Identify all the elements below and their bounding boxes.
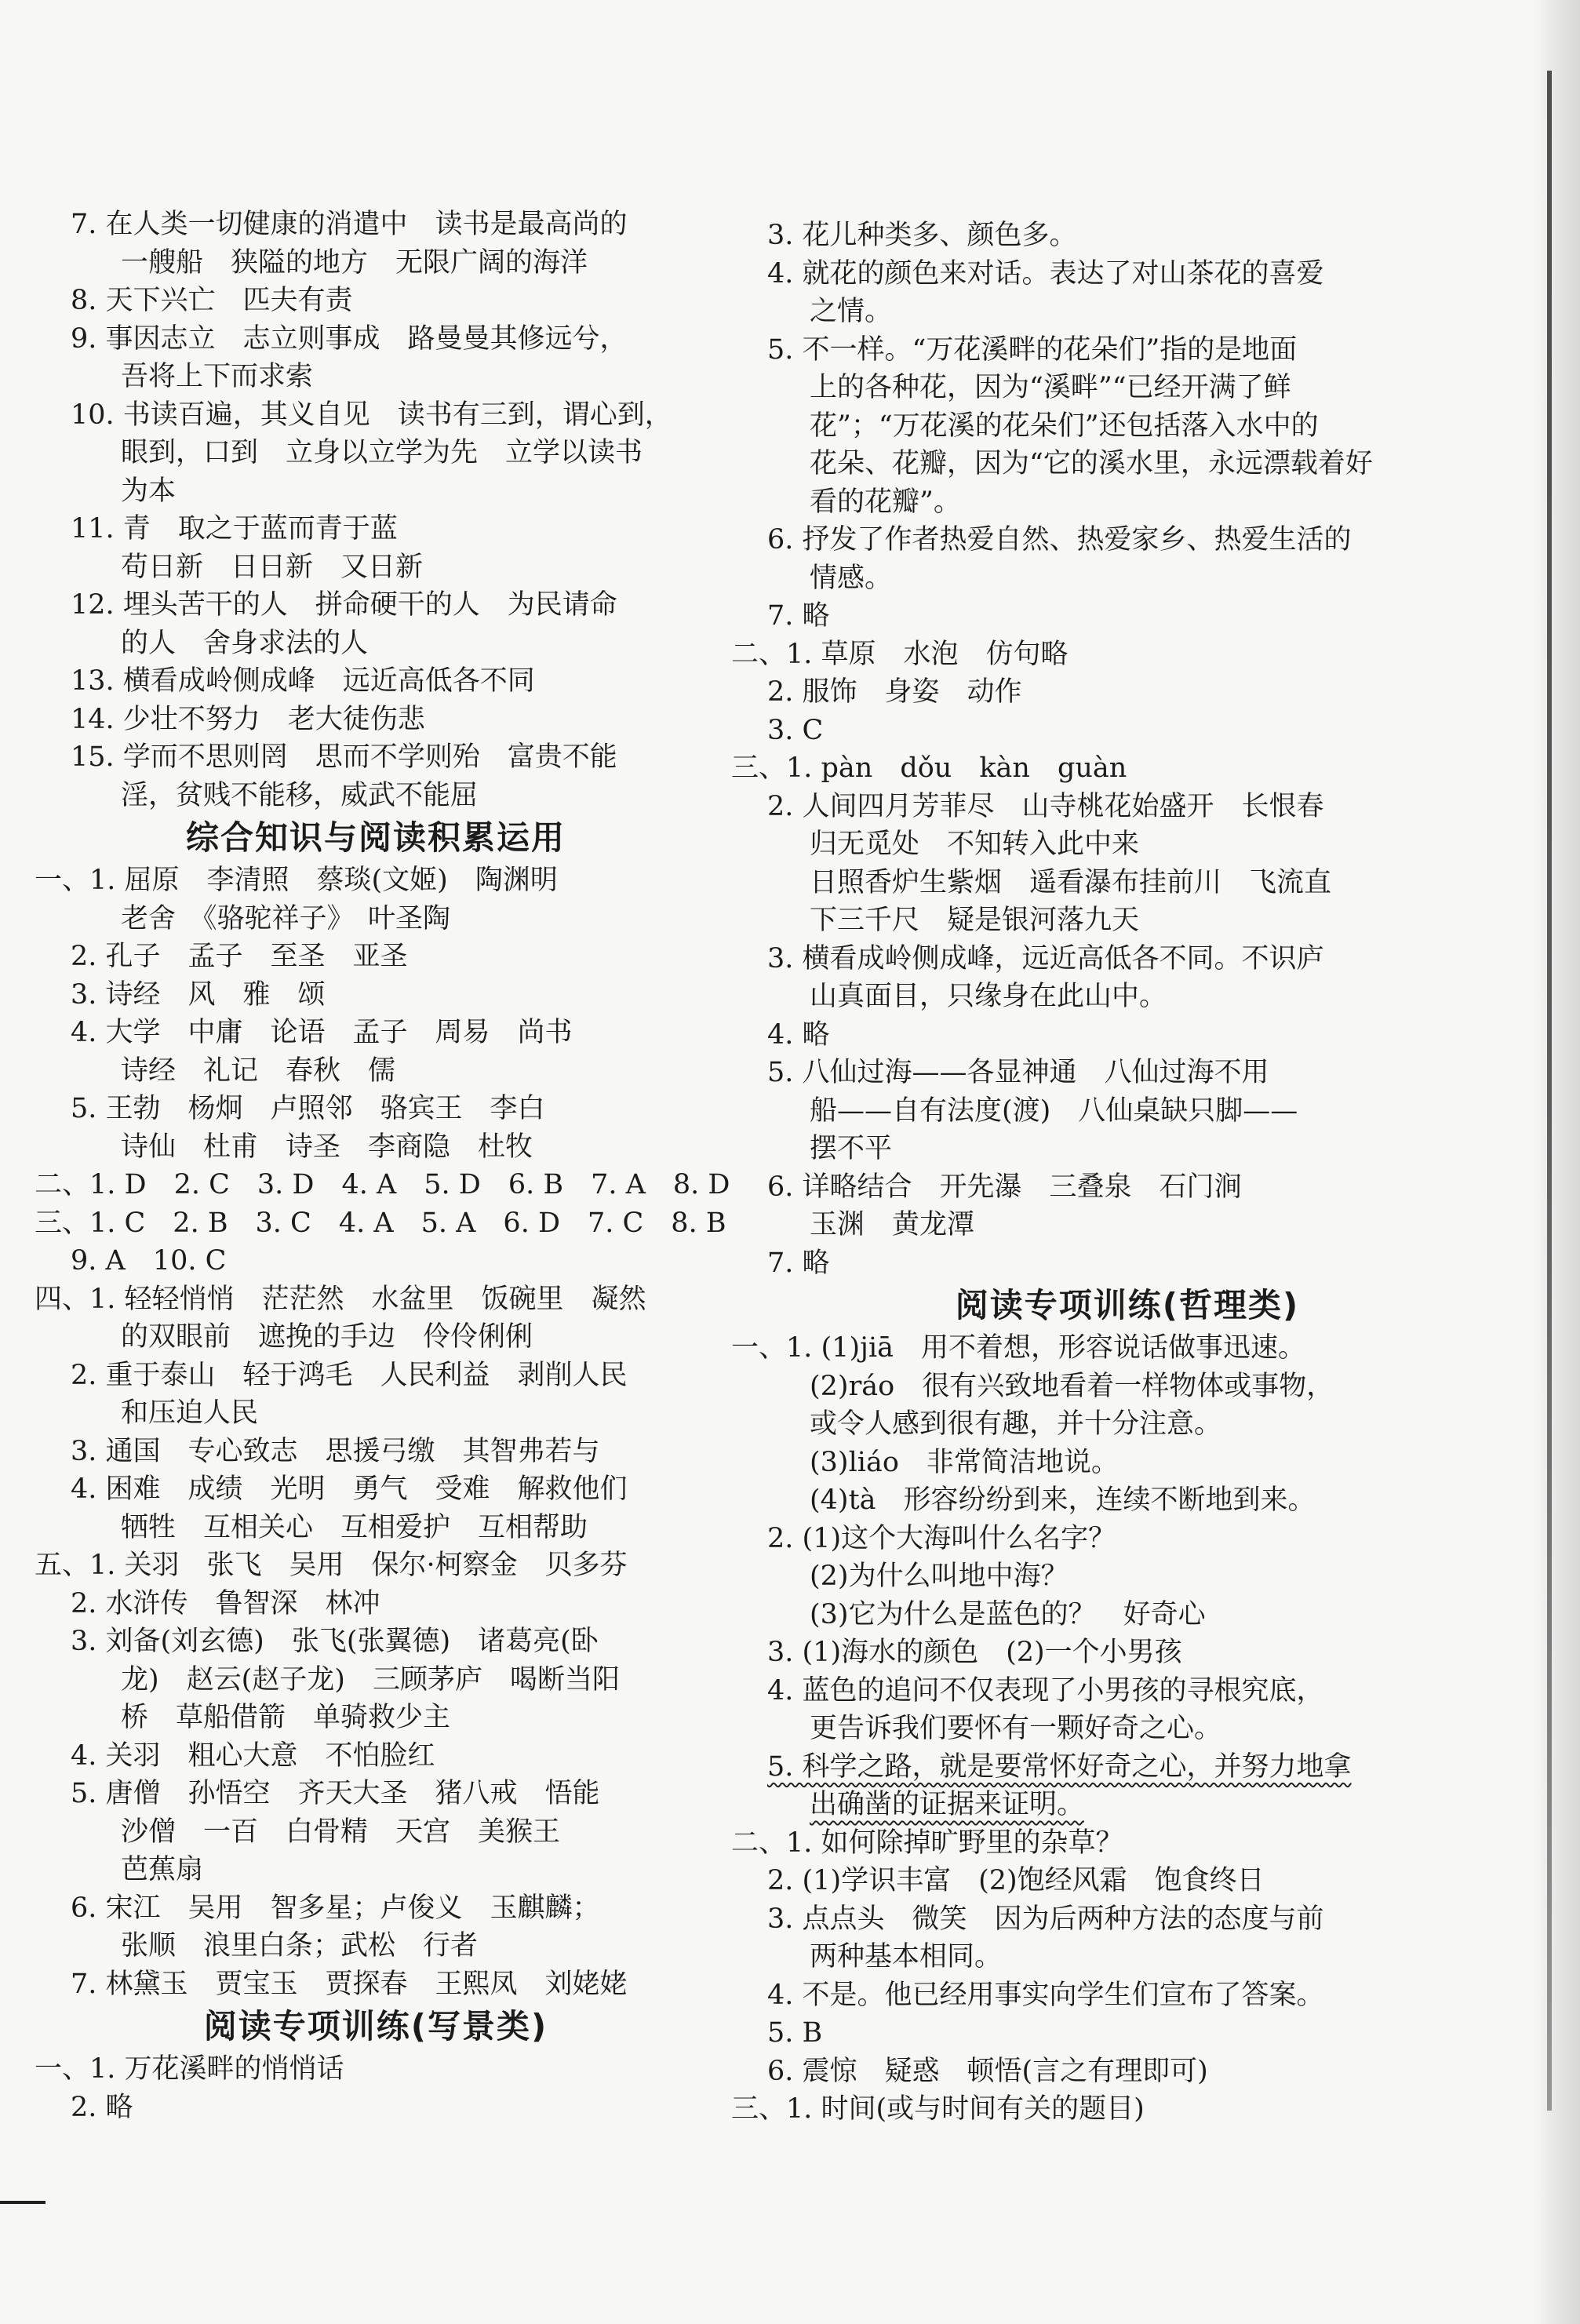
answer-line: (3)liáo 非常简洁地说。 [810,1446,1119,1478]
answer-line [731,1748,1524,1787]
answer-line: 7. 林黛玉 贾宝玉 贾探春 王熙凤 刘姥姥 [71,1968,628,2000]
answer-line: 3. 刘备(刘玄德) 张飞(张翼德) 诸葛亮(卧 [71,1626,599,1657]
answer-line: 2. 略 [71,2091,133,2123]
answer-line: 上的各种花，因为“溪畔”“已经开满了鲜 [810,372,1291,403]
answer-line: 四、1. 轻轻悄悄 茫茫然 水盆里 饭碗里 凝然 [35,1283,646,1315]
answer-line: 5. B [767,2017,823,2049]
underlined-answer: 出确凿的证据来证明。 [810,1789,1085,1820]
answer-line: 9. 事因志立 志立则事成 路曼曼其修远兮， [71,322,628,355]
answer-line: 2. 人间四月芳菲尽 山寺桃花始盛开 长恨春 [767,790,1324,822]
binding-edge-line [1547,71,1552,2111]
answer-line: 4. 就花的颜色来对话。表达了对山茶花的喜爱 [767,257,1324,290]
answer-line: (3)它为什么是蓝色的？ 好奇心 [810,1598,1206,1630]
answer-line: 一、1. 屈原 李清照 蔡琰(文姬) 陶渊明 [35,865,558,896]
answer-line: 3. (1)海水的颜色 (2)一个小男孩 [767,1637,1182,1668]
answer-line: 老舍 《骆驼祥子》 叶圣陶 [121,902,451,934]
answer-line: 桥 草船借箭 单骑救少主 [121,1702,451,1733]
answer-line: 芭蕉扇 [121,1854,204,1885]
answer-line: 花”；“万花溪的花朵们”还包括落入水中的 [810,410,1319,442]
answer-line: 一、1. 万花溪畔的悄悄话 [35,2053,344,2085]
answer-line: 7. 略 [767,1247,830,1279]
answer-line: 二、1. 草原 水泡 仿句略 [731,638,1069,670]
answer-line: 牺牲 互相关心 互相爱护 互相帮助 [121,1511,588,1543]
answer-line: 6. 抒发了作者热爱自然、热爱家乡、热爱生活的 [767,524,1352,556]
answer-line: 二、1. D 2. C 3. D 4. A 5. D 6. B 7. A 8. D [35,1169,730,1200]
answer-line: 3. 点点头 微笑 因为后两种方法的态度与前 [767,1903,1324,1935]
answer-line: 为本 [121,475,177,507]
answer-line: 眼到，口到 立身以立学为先 立学以读书 [121,437,643,468]
answer-line: 诗仙 杜甫 诗圣 李商隐 杜牧 [121,1131,533,1163]
section-heading: 阅读专项训练(写景类) [203,2007,548,2045]
answer-line: 山真面目，只缘身在此山中。 [810,981,1167,1012]
answer-line: 2. 孔子 孟子 至圣 亚圣 [71,941,408,972]
answer-line: 4. 困难 成绩 光明 勇气 受难 解救他们 [71,1473,628,1505]
answer-line [731,1786,1524,1824]
left-column [35,206,730,2126]
answer-line: 淫，贫贱不能移，威武不能屈 [121,779,479,811]
answer-line: 3. C [767,714,824,746]
answer-line: 4. 关羽 粗心大意 不怕脸红 [71,1739,435,1772]
answer-line: 9. A 10. C [71,1245,227,1277]
answer-line: 三、1. C 2. B 3. C 4. A 5. A 6. D 7. C 8. B [35,1207,726,1239]
answer-line: 3. 横看成岭侧成峰，远近高低各不同。不识庐 [767,942,1324,974]
answer-line: 6. 详略结合 开先瀑 三叠泉 石门涧 [767,1171,1242,1203]
answer-line: 花朵、花瓣，因为“它的溪水里，永远漂载着好 [810,448,1373,479]
answer-line: 苟日新 日日新 又日新 [121,551,424,583]
answer-line: 13. 横看成岭侧成峰 远近高低各不同 [71,665,535,697]
answer-line: 二、1. 如何除掉旷野里的杂草？ [731,1827,1123,1859]
answer-line: 龙) 赵云(赵子龙) 三顾茅庐 喝断当阳 [121,1663,620,1696]
answer-line: 5. 不一样。“万花溪畔的花朵们”指的是地面 [767,333,1298,366]
answer-line: 2. (1)学识丰富 (2)饱经风霜 饱食终日 [767,1865,1265,1896]
answer-line: 3. 通国 专心致志 思援弓缴 其智弗若与 [71,1435,600,1467]
answer-line: 14. 少壮不努力 老大徒伤悲 [71,703,425,735]
answer-line: 5. 八仙过海——各显神通 八仙过海不用 [767,1057,1269,1088]
answer-line: 7. 在人类一切健康的消遣中 读书是最高尚的 [71,209,628,240]
page-edge-shadow [1533,0,1580,2324]
answer-line: 11. 青 取之于蓝而青于蓝 [71,513,398,545]
answer-line: 更告诉我们要怀有一颗好奇之心。 [810,1713,1222,1744]
right-column [731,217,1524,2129]
answer-line: 归无觅处 不知转入此中来 [810,829,1140,860]
answer-line: 三、1. 时间(或与时间有关的题目) [731,2093,1145,2125]
answer-line: 一、1. (1)jiā 用不着想，形容说话做事迅速。 [731,1332,1306,1364]
answer-line: 三、1. pàn dǒu kàn guàn [731,752,1127,784]
answer-line: 船——自有法度(渡) 八仙桌缺只脚—— [810,1095,1298,1127]
answer-line: 4. 不是。他已经用事实向学生们宣布了答案。 [767,1979,1324,2011]
answer-line: 2. 服饰 身姿 动作 [767,676,1022,708]
answer-line: 两种基本相同。 [810,1941,1003,1972]
answer-line: (2)为什么叫地中海？ [810,1561,1069,1592]
answer-line: 2. (1)这个大海叫什么名字？ [767,1522,1116,1554]
answer-line: 8. 天下兴亡 匹夫有责 [71,285,353,316]
answer-line: 6. 宋江 吴用 智多星；卢俊义 玉麒麟； [71,1892,600,1924]
answer-line: 的双眼前 遮挽的手边 伶伶俐俐 [121,1321,533,1353]
answer-line: 4. 略 [767,1018,830,1051]
answer-line: 的人 舍身求法的人 [121,627,369,659]
answer-line: 诗经 礼记 春秋 儒 [121,1055,396,1087]
answer-line: 张顺 浪里白条；武松 行者 [121,1930,479,1962]
underlined-answer: 5. 科学之路，就是要常怀好奇之心，并努力地拿 [767,1750,1352,1783]
answer-line: 15. 学而不思则罔 思而不学则殆 富贵不能 [71,741,617,773]
answer-line: 3. 诗经 风 雅 颂 [71,978,326,1011]
answer-line: 和压迫人民 [121,1397,259,1429]
answer-line: 之情。 [810,296,893,327]
answer-line: 3. 花儿种类多、颜色多。 [767,220,1077,251]
answer-line: 5. 王勃 杨炯 卢照邻 骆宾王 李白 [71,1093,545,1124]
answer-line: 10. 书读百遍，其义自见 读书有三到，谓心到， [71,399,672,431]
answer-line: 一艘船 狭隘的地方 无限广阔的海洋 [121,246,588,279]
answer-line: 2. 水浒传 鲁智深 林冲 [71,1587,380,1619]
answer-line: 4. 大学 中庸 论语 孟子 周易 尚书 [71,1017,573,1048]
answer-line: 五、1. 关羽 张飞 吴用 保尔·柯察金 贝多芬 [35,1550,628,1581]
answer-line: 沙僧 一百 白骨精 天宫 美猴王 [121,1816,561,1848]
answer-line: 玉渊 黄龙潭 [810,1209,975,1240]
answer-line: 7. 略 [767,600,830,632]
answer-line: 或令人感到很有趣，并十分注意。 [810,1408,1222,1440]
answer-line: 日照香炉生紫烟 遥看瀑布挂前川 飞流直 [810,866,1332,898]
answer-line: 2. 重于泰山 轻于鸿毛 人民利益 剥削人民 [71,1359,628,1391]
answer-line: 5. 唐僧 孙悟空 齐天大圣 猪八戒 悟能 [71,1778,600,1809]
section-heading: 综合知识与阅读积累运用 [185,818,566,857]
answer-line: 看的花瓣”。 [810,486,961,518]
answer-line: 吾将上下而求索 [121,361,314,392]
answer-line: 6. 震惊 疑惑 顿悟(言之有理即可) [767,2055,1208,2087]
answer-line: (4)tà 形容纷纷到来，连续不断地到来。 [810,1484,1316,1516]
answer-line: 摆不平 [810,1133,893,1164]
answer-line: 下三千尺 疑是银河落九天 [810,905,1140,936]
footer-rule [0,2201,46,2204]
answer-line: 12. 埋头苦干的人 拼命硬干的人 为民请命 [71,589,617,621]
answer-line: (2)ráo 很有兴致地看着一样物体或事物， [810,1370,1334,1402]
answer-line: 情感。 [810,562,893,594]
section-heading: 阅读专项训练(哲理类) [955,1286,1300,1324]
answer-line: 4. 蓝色的追问不仅表现了小男孩的寻根究底， [767,1674,1324,1707]
